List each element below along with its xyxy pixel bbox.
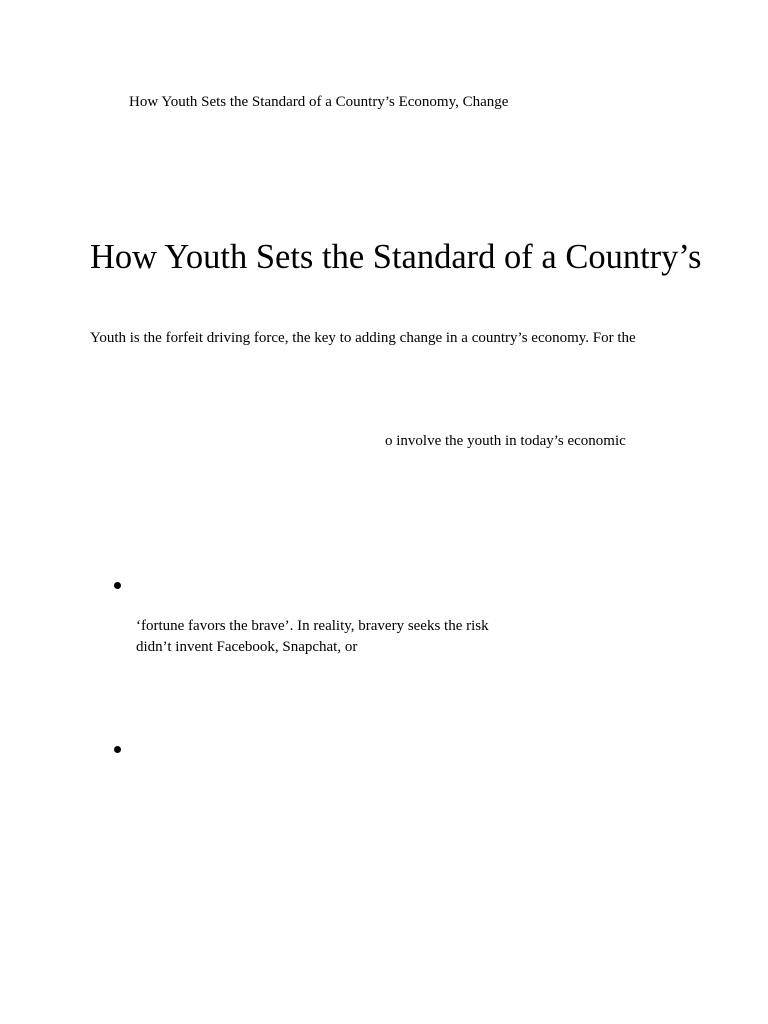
paragraph-intro: Youth is the forfeit driving force, the key to adding change in a country’s economy. For the <box>90 330 636 346</box>
bullet-point-icon <box>114 746 121 753</box>
running-header: How Youth Sets the Standard of a Country’s Economy, Change <box>129 94 509 110</box>
bullet-point-icon <box>114 582 121 589</box>
bullet-1-line-1: ‘fortune favors the brave’. In reality, bravery seeks the risk <box>136 618 489 634</box>
bullet-1-line-2: didn’t invent Facebook, Snapchat, or <box>136 639 358 655</box>
paragraph-fragment: o involve the youth in today’s economic <box>385 433 626 449</box>
document-title: How Youth Sets the Standard of a Country’s <box>90 238 702 276</box>
